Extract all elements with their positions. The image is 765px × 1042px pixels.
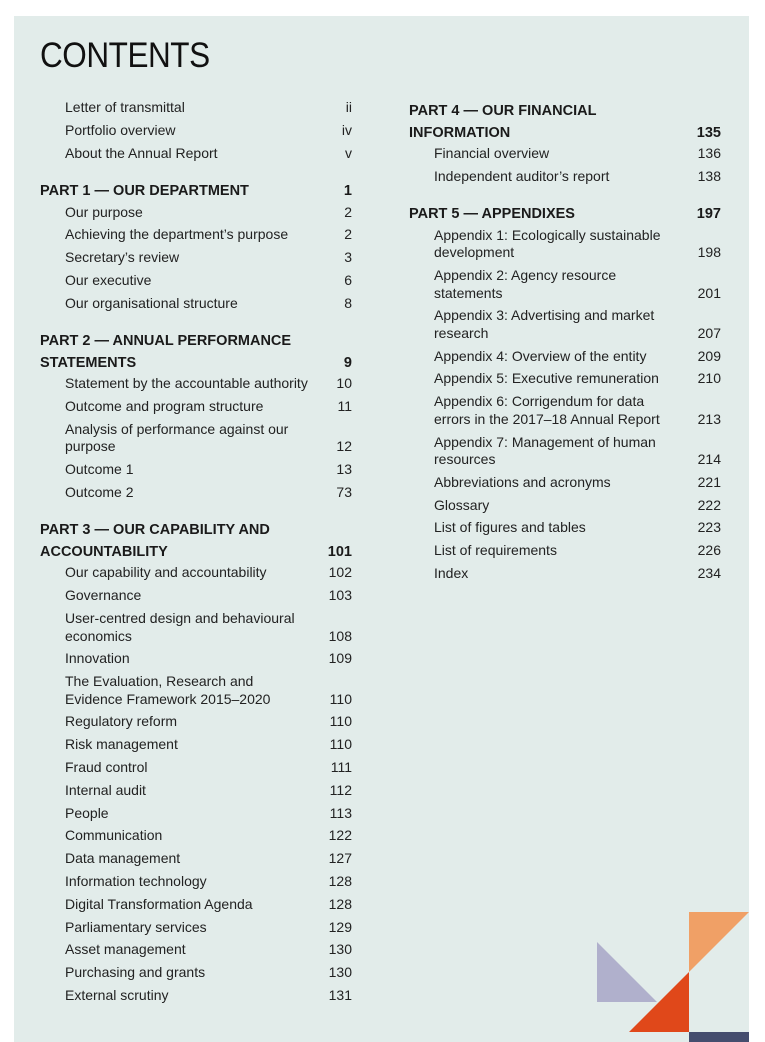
- toc-entry-label: Appendix 6: Corrigendum for data errors in the 2017–18 Annual Report: [434, 393, 660, 427]
- toc-entry-page: 110: [329, 736, 352, 753]
- toc-entry-page: 129: [328, 918, 352, 935]
- toc-entry[interactable]: [40, 650, 352, 668]
- toc-entry-page: 110: [329, 690, 352, 707]
- toc-entry-page: 110: [329, 713, 352, 730]
- toc-entry[interactable]: [40, 673, 352, 708]
- toc-entry[interactable]: [40, 375, 352, 393]
- toc-entry-page: 223: [697, 519, 721, 536]
- toc-entry[interactable]: [40, 295, 352, 313]
- toc-entry-label: Parliamentary services: [65, 918, 207, 935]
- toc-entry[interactable]: [409, 227, 721, 262]
- toc-entry-label: Appendix 5: Executive remuneration: [434, 370, 659, 387]
- toc-entry-label: Letter of transmittal: [65, 99, 185, 115]
- toc-entry-label: Appendix 7: Management of human resources: [434, 433, 656, 468]
- toc-entry-label: Appendix 2: Agency resource statements: [434, 267, 617, 301]
- toc-entry-page: 122: [328, 827, 352, 844]
- toc-entry-label: Glossary: [434, 496, 490, 513]
- toc-entry-label: Asset management: [65, 941, 186, 958]
- toc-entry[interactable]: [409, 474, 721, 492]
- toc-entry[interactable]: [409, 542, 721, 560]
- toc-entry-page: 112: [329, 781, 352, 798]
- toc-entry-page: 234: [697, 565, 721, 582]
- toc-part-page: 101: [327, 543, 352, 560]
- toc-entry-page: 198: [697, 244, 721, 261]
- toc-part-heading[interactable]: [40, 181, 352, 204]
- toc-entry-page: 128: [328, 895, 352, 912]
- orange-light-triangle: [689, 912, 749, 972]
- toc-entry-page: 213: [697, 410, 721, 427]
- toc-entry-label: People: [65, 804, 109, 821]
- toc-entry[interactable]: [409, 434, 721, 469]
- toc-entry[interactable]: [40, 226, 352, 244]
- toc-entry-label: Appendix 4: Overview of the entity: [434, 347, 647, 364]
- toc-entry-page: 2: [344, 226, 352, 243]
- toc-entry-label: Index: [434, 565, 469, 582]
- toc-entry-page: 10: [336, 375, 352, 392]
- toc-entry[interactable]: [40, 587, 352, 605]
- toc-entry[interactable]: [40, 204, 352, 222]
- toc-entry[interactable]: [40, 873, 352, 891]
- toc-part-page: 9: [343, 354, 352, 371]
- toc-entry-page: 226: [697, 542, 721, 559]
- toc-entry-label: Digital Transformation Agenda: [65, 895, 253, 912]
- toc-entry[interactable]: [40, 805, 352, 823]
- toc-entry[interactable]: [40, 249, 352, 267]
- toc-part-page: 197: [696, 206, 721, 223]
- toc-part: [40, 331, 352, 501]
- toc-entry-label: The Evaluation, Research and Evidence Framework 2015–2020: [65, 673, 271, 707]
- toc-entry-page: 128: [328, 873, 352, 890]
- toc-entry-label: Our organisational structure: [65, 294, 238, 311]
- toc-entry-page: 73: [336, 483, 352, 500]
- toc-entry[interactable]: [40, 782, 352, 800]
- toc-entry[interactable]: [409, 393, 721, 428]
- right-column: [409, 101, 721, 588]
- lavender-triangle: [597, 942, 657, 1002]
- toc-entry[interactable]: [409, 168, 721, 186]
- navy-triangle: [689, 1032, 749, 1042]
- toc-entry[interactable]: [409, 267, 721, 302]
- toc-part-title: PART 4 — OUR FINANCIAL INFORMATION: [409, 103, 597, 141]
- toc-entry[interactable]: [40, 964, 352, 982]
- toc-entry-label: Statement by the accountable authority: [65, 375, 308, 392]
- toc-entry-page: 2: [344, 203, 352, 220]
- toc-entry-label: Purchasing and grants: [65, 964, 206, 981]
- toc-part: [40, 520, 352, 1004]
- toc-entry-page: 210: [697, 370, 721, 387]
- front-matter: [40, 99, 352, 162]
- toc-entry-label: Outcome 2: [65, 483, 134, 500]
- toc-entry[interactable]: [409, 307, 721, 342]
- toc-entry[interactable]: [40, 272, 352, 290]
- toc-part-heading[interactable]: [40, 520, 352, 564]
- toc-entry[interactable]: [409, 565, 721, 583]
- toc-entry[interactable]: [40, 759, 352, 777]
- left-column: [40, 99, 352, 1010]
- toc-entry-page: 127: [328, 850, 352, 867]
- toc-part-heading[interactable]: [409, 204, 721, 227]
- toc-entry-label: Communication: [65, 827, 163, 844]
- toc-entry[interactable]: [40, 461, 352, 479]
- toc-entry-label: Our capability and accountability: [65, 564, 267, 581]
- toc-entry[interactable]: [40, 99, 352, 117]
- toc-entry-label: Independent auditor’s report: [434, 167, 610, 184]
- toc-entry-page: iv: [341, 121, 352, 138]
- toc-entry[interactable]: [40, 421, 352, 456]
- toc-entry-page: 136: [697, 145, 721, 161]
- toc-part-title: PART 2 — ANNUAL PERFORMANCE STATEMENTS: [40, 333, 292, 371]
- toc-entry-label: Appendix 1: Ecologically sustainable development: [434, 226, 661, 261]
- toc-entry-label: Risk management: [65, 736, 178, 753]
- toc-entry-page: 6: [344, 271, 352, 288]
- page-title: CONTENTS: [40, 36, 210, 75]
- toc-entry-page: 113: [329, 804, 352, 821]
- toc-entry-label: List of requirements: [434, 542, 557, 559]
- toc-entry[interactable]: [40, 827, 352, 845]
- toc-entry[interactable]: [40, 564, 352, 582]
- toc-entry-label: Information technology: [65, 873, 207, 890]
- toc-entry-page: 11: [337, 398, 352, 415]
- toc-entry-page: 3: [344, 249, 352, 266]
- toc-entry-page: 138: [697, 167, 721, 184]
- toc-entry[interactable]: [409, 145, 721, 163]
- toc-entry[interactable]: [409, 497, 721, 515]
- toc-entry-page: 102: [328, 564, 352, 581]
- toc-entry-page: 111: [330, 759, 352, 776]
- toc-entry[interactable]: [40, 941, 352, 959]
- toc-entry-label: Portfolio overview: [65, 121, 176, 138]
- toc-part-page: 135: [696, 124, 721, 141]
- toc-entry-page: 108: [328, 627, 352, 644]
- toc-entry[interactable]: [40, 850, 352, 868]
- toc-entry-page: 214: [697, 451, 721, 468]
- toc-entry[interactable]: [40, 713, 352, 731]
- toc-entry[interactable]: [40, 122, 352, 140]
- toc-entry-label: Regulatory reform: [65, 713, 178, 730]
- toc-entry-label: Abbreviations and acronyms: [434, 473, 611, 490]
- toc-entry-page: 209: [697, 347, 721, 364]
- toc-entry[interactable]: [40, 736, 352, 754]
- toc-part: [409, 101, 721, 185]
- toc-entry-page: 222: [697, 496, 721, 513]
- toc-entry[interactable]: [409, 519, 721, 537]
- toc-entry-page: 8: [344, 294, 352, 311]
- toc-entry-label: Analysis of performance against our purpose: [65, 420, 289, 455]
- decorative-triangles: [594, 909, 749, 1042]
- contents-page: [14, 16, 749, 1042]
- toc-part: [40, 181, 352, 312]
- toc-entry-page: v: [345, 144, 352, 161]
- toc-entry-label: Data management: [65, 850, 181, 867]
- toc-entry[interactable]: [409, 370, 721, 388]
- toc-entry[interactable]: [409, 348, 721, 366]
- toc-entry-page: 201: [697, 284, 721, 301]
- toc-entry[interactable]: [40, 484, 352, 502]
- toc-entry-page: 13: [336, 461, 352, 478]
- toc-entry-label: Our executive: [65, 271, 152, 288]
- toc-entry-label: Outcome and program structure: [65, 398, 264, 415]
- toc-entry-page: 109: [328, 650, 352, 667]
- toc-entry-page: ii: [345, 99, 352, 115]
- toc-entry-label: Internal audit: [65, 781, 146, 798]
- toc-entry[interactable]: [40, 919, 352, 937]
- toc-entry-label: Governance: [65, 587, 142, 604]
- toc-entry-page: 130: [328, 964, 352, 981]
- toc-entry[interactable]: [40, 145, 352, 163]
- toc-entry[interactable]: [40, 896, 352, 914]
- toc-entry[interactable]: [40, 398, 352, 416]
- toc-entry-label: Outcome 1: [65, 461, 134, 478]
- toc-part-heading[interactable]: [40, 331, 352, 375]
- toc-entry-page: 130: [328, 941, 352, 958]
- toc-entry-page: 221: [697, 473, 721, 490]
- toc-entry[interactable]: [40, 987, 352, 1005]
- toc-entry-label: Innovation: [65, 650, 130, 667]
- toc-part-page: 1: [343, 183, 352, 200]
- toc-entry-page: 12: [336, 438, 352, 455]
- toc-entry-page: 131: [328, 987, 352, 1004]
- toc-entry-label: Achieving the department’s purpose: [65, 226, 289, 243]
- toc-entry-label: User-centred design and behavioural economics: [65, 610, 295, 644]
- toc-part-title: PART 1 — OUR DEPARTMENT: [40, 183, 249, 200]
- toc-entry-page: 103: [328, 587, 352, 604]
- toc-part-title: PART 5 — APPENDIXES: [409, 206, 575, 223]
- toc-entry-label: External scrutiny: [65, 987, 169, 1004]
- toc-entry-page: 207: [697, 324, 721, 341]
- toc-entry-label: Appendix 3: Advertising and market research: [434, 307, 655, 341]
- toc-part: [409, 204, 721, 582]
- toc-part-title: PART 3 — OUR CAPABILITY AND ACCOUNTABILITY: [40, 522, 270, 560]
- toc-entry-label: List of figures and tables: [434, 519, 586, 536]
- toc-entry-label: Financial overview: [434, 145, 550, 161]
- toc-entry[interactable]: [40, 610, 352, 645]
- toc-entry-label: About the Annual Report: [65, 144, 218, 161]
- toc-part-heading[interactable]: [409, 101, 721, 145]
- toc-entry-label: Fraud control: [65, 759, 148, 776]
- toc-entry-label: Our purpose: [65, 203, 143, 220]
- toc-entry-label: Secretary’s review: [65, 249, 180, 266]
